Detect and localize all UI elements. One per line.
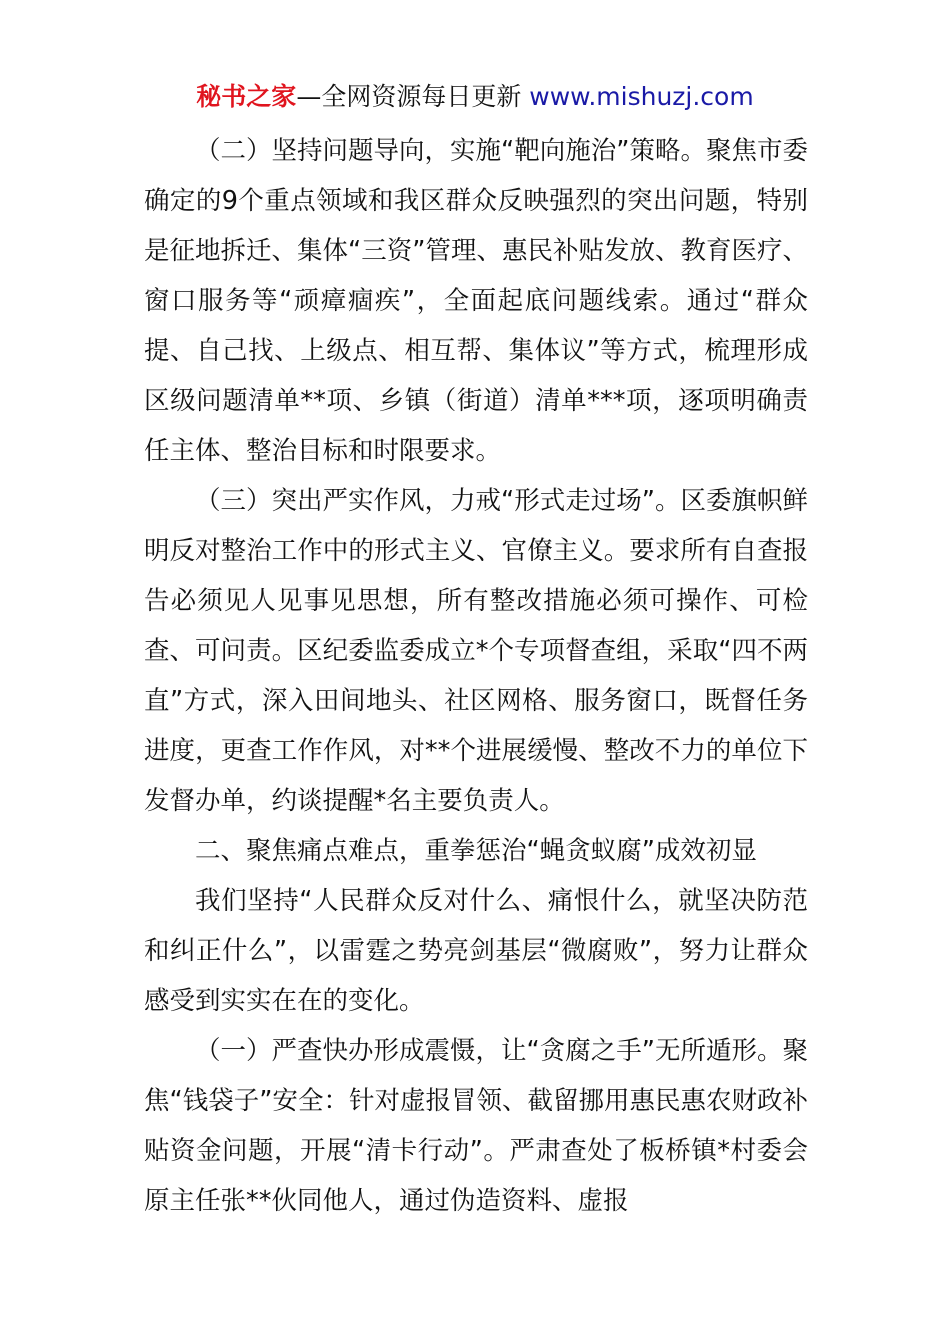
site-url-link[interactable]: www.mishuzj.com xyxy=(529,82,754,111)
document-body xyxy=(144,126,808,1226)
header-tagline: 全网资源每日更新 xyxy=(321,82,522,111)
site-header xyxy=(0,80,950,114)
paragraph: （二）坚持问题导向，实施“靶向施治”策略。聚焦市委确定的9个重点领域和我区群众反映强烈的突出问题，特别是征地拆迁、集体“三资”管理、惠民补贴发放、教育医疗、窗口服务等“顽瘴痼疾”，全面起底问题线索。通过“群众提、自己找、上级点、相互帮、集体议”等方式，梳理形成区级问题清单**项、乡镇（街道）清单***项，逐项明确责任主体、整治目标和时限要求。 xyxy=(144,136,808,466)
header-dash: — xyxy=(296,82,322,111)
brand-name: 秘书之家 xyxy=(196,82,297,111)
paragraph: （一）严查快办形成震慑，让“贪腐之手”无所遁形。聚焦“钱袋子”安全：针对虚报冒领、截留挪用惠民惠农财政补贴资金问题，开展“清卡行动”。严肃查处了板桥镇*村委会原主任张**伙同他人，通过伪造资料、虚报 xyxy=(144,1036,808,1216)
paragraph: 我们坚持“人民群众反对什么、痛恨什么，就坚决防范和纠正什么”，以雷霆之势亮剑基层“微腐败”，努力让群众感受到实实在在的变化。 xyxy=(144,886,808,1016)
section-heading: 二、聚焦痛点难点，重拳惩治“蝇贪蚁腐”成效初显 xyxy=(195,836,757,866)
paragraph: （三）突出严实作风，力戒“形式走过场”。区委旗帜鲜明反对整治工作中的形式主义、官僚主义。要求所有自查报告必须见人见事见思想，所有整改措施必须可操作、可检查、可问责。区纪委监委成立*个专项督查组，采取“四不两直”方式，深入田间地头、社区网格、服务窗口，既督任务进度，更查工作作风，对**个进展缓慢、整改不力的单位下发督办单，约谈提醒*名主要负责人。 xyxy=(144,486,808,816)
